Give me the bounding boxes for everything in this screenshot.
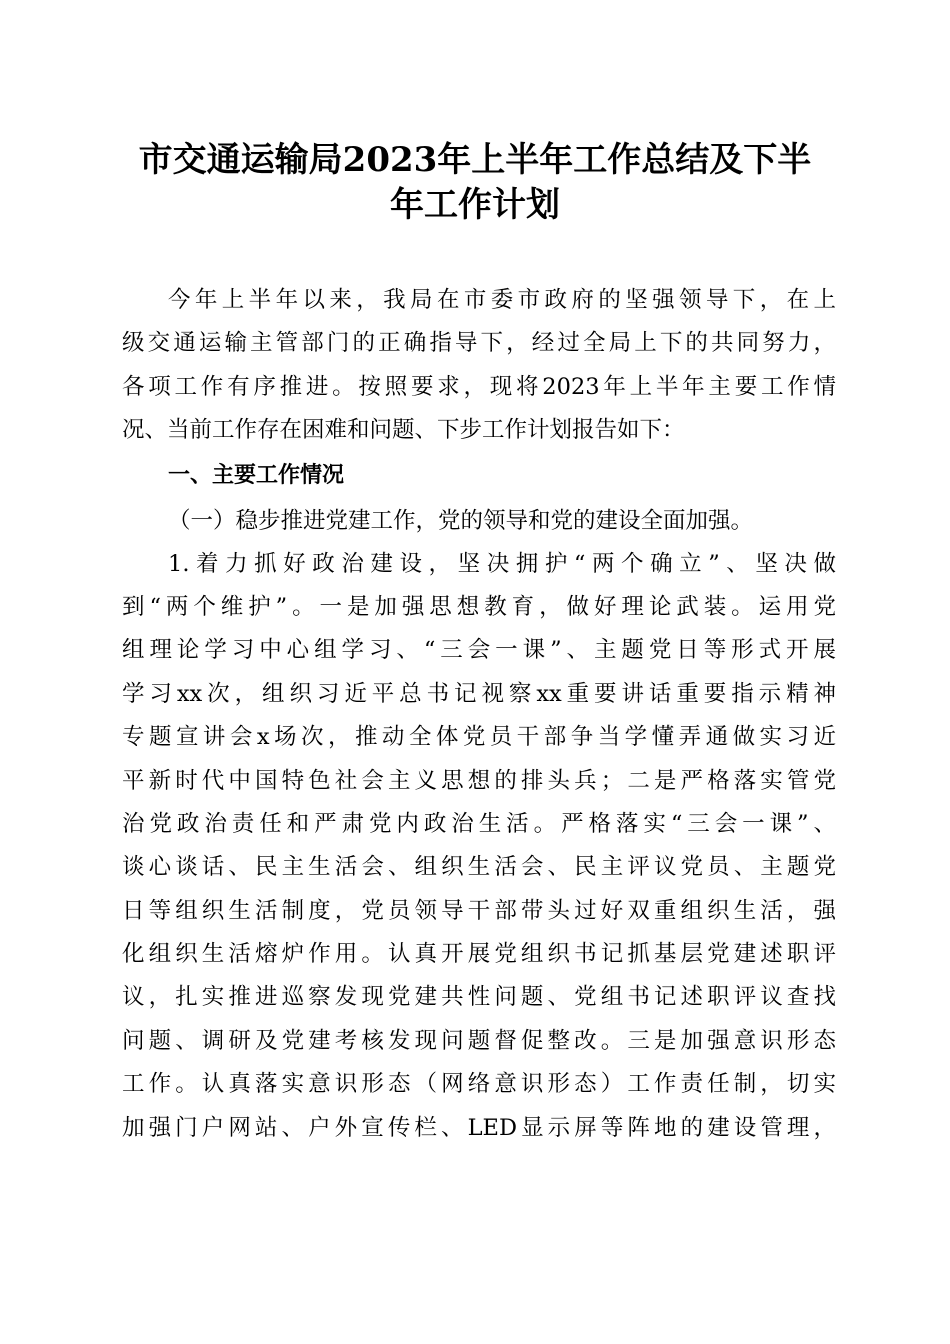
document-body [122,279,836,1150]
text-line: 况、当前工作存在困难和问题、下步工作计划报告如下： [122,417,685,444]
text-line: 平新时代中国特色社会主义思想的排头兵；二是严格落实管党 [122,767,836,794]
document-title-line-2: 年工作计划 [390,185,560,225]
text-line: 组理论学习中心组学习、“三会一课”、主题党日等形式开展 [122,637,836,664]
text-line: 级交通运输主管部门的正确指导下，经过全局上下的共同努力， [122,330,836,357]
item-1-paragraph [122,543,836,1150]
text-line: 问题、调研及党建考核发现问题督促整改。三是加强意识形态 [122,1027,836,1054]
subsection-heading: （一）稳步推进党建工作，党的领导和党的建设全面加强。 [168,507,754,534]
text-line: 日等组织生活制度，党员领导干部带头过好双重组织生活，强 [122,897,836,924]
text-line: 加强门户网站、户外宣传栏、LED显示屏等阵地的建设管理， [122,1114,836,1141]
text-line: 到“两个维护”。一是加强思想教育，做好理论武装。运用党 [122,593,836,620]
text-line: 工作。认真落实意识形态（网络意识形态）工作责任制，切实 [122,1071,836,1098]
text-line: 各项工作有序推进。按照要求，现将2023年上半年主要工作情 [122,373,836,400]
text-line: 专题宣讲会x场次，推动全体党员干部争当学懂弄通做实习近 [122,724,836,751]
intro-paragraph [122,279,836,453]
text-line: 学习xx次，组织习近平总书记视察xx重要讲话重要指示精神 [122,680,836,707]
text-line: 化组织生活熔炉作用。认真开展党组织书记抓基层党建述职评 [122,941,836,968]
text-line: 谈心谈话、民主生活会、组织生活会、民主评议党员、主题党 [122,854,836,881]
text-line: 议，扎实推进巡察发现党建共性问题、党组书记述职评议查找 [122,984,836,1011]
section-heading: 一、主要工作情况 [168,462,345,488]
document-title-line-1: 市交通运输局2023年上半年工作总结及下半 [138,140,812,180]
text-line: 治党政治责任和严肃党内政治生活。严格落实“三会一课”、 [122,810,836,837]
text-line: 今年上半年以来，我局在市委市政府的坚强领导下，在上 [168,287,836,313]
text-line: 1.着力抓好政治建设，坚决拥护“两个确立”、坚决做 [168,550,836,577]
